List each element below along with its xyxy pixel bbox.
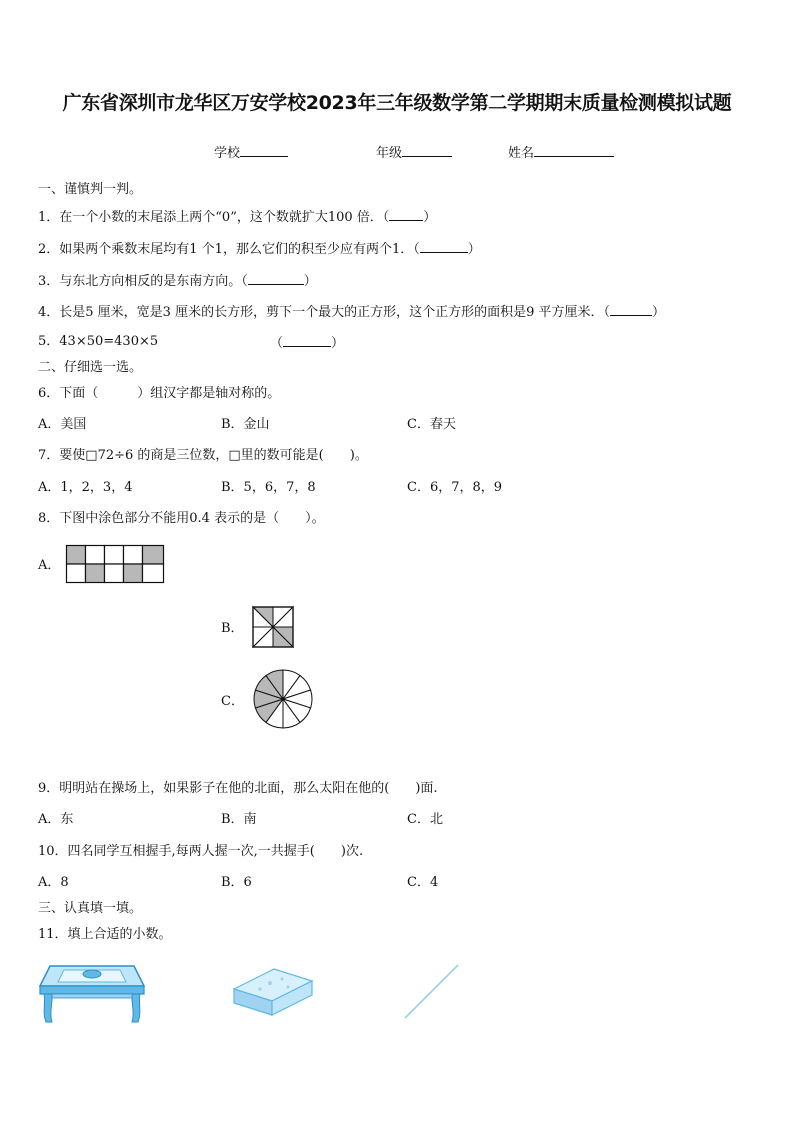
question-7	[38, 448, 368, 464]
paren-close: ）	[423, 210, 437, 225]
question-4	[38, 303, 665, 321]
paren-close: ）	[652, 305, 666, 320]
name-label: 姓名	[508, 146, 535, 161]
option-c[interactable]: C．	[221, 694, 244, 709]
grid-cell-shaded	[67, 546, 86, 565]
grid-cell-shaded	[86, 564, 105, 583]
question-number: 6．	[38, 386, 60, 401]
section-heading-1: 一、谨慎判一判。	[38, 182, 143, 197]
question-number: 7．	[38, 448, 60, 463]
grade-blank[interactable]	[402, 144, 452, 157]
grid-cell-shaded	[143, 546, 164, 565]
question-11	[38, 927, 172, 943]
question-number: 4．	[38, 305, 60, 320]
question-text: 下图中涂色部分不能用0.4 表示的是（ ）。	[59, 511, 325, 526]
question-6	[38, 386, 280, 402]
paren-close: ）	[303, 274, 317, 289]
question-text: 四名同学互相握手,每两人握一次,一共握手( )次.	[67, 844, 364, 859]
question-8	[38, 511, 325, 527]
section-heading-3: 三、认真填一填。	[38, 901, 143, 916]
option-c[interactable]: C．6，7，8，9	[407, 480, 503, 495]
question-number: 10．	[38, 844, 68, 859]
eraser-illustration	[230, 965, 314, 1017]
question-text: 如果两个乘数末尾均有1 个1，那么它们的积至少应有两个1．（	[59, 242, 420, 257]
grid-cell	[67, 564, 86, 583]
question-number: 2．	[38, 242, 60, 257]
option-a[interactable]: A．8	[38, 875, 69, 890]
answer-blank[interactable]	[610, 303, 652, 316]
option-c[interactable]: C．北	[407, 812, 443, 827]
question-number: 3．	[38, 274, 60, 289]
table-illustration	[36, 962, 148, 1026]
question-5-answer	[270, 334, 344, 352]
question-text: 明明站在操场上，如果影子在他的北面，那么太阳在他的( )面.	[59, 781, 438, 796]
question-text: 在一个小数的末尾添上两个“0”，这个数就扩大100 倍．（	[59, 210, 390, 225]
answer-blank[interactable]	[283, 334, 331, 347]
school-label: 学校	[214, 146, 241, 161]
grade-label: 年级	[376, 146, 403, 161]
name-field	[508, 142, 614, 161]
answer-blank[interactable]	[389, 208, 423, 221]
question-number: 8．	[38, 511, 60, 526]
page-title: 广东省深圳市龙华区万安学校2023年三年级数学第二学期期末质量检测模拟试题	[62, 92, 732, 114]
answer-blank[interactable]	[248, 272, 304, 285]
question-3	[38, 272, 317, 290]
option-b[interactable]: B．	[221, 621, 244, 636]
name-blank[interactable]	[534, 144, 614, 157]
question-number: 5．	[38, 334, 60, 349]
option-a[interactable]: A．美国	[38, 417, 87, 432]
option-b[interactable]: B．6	[221, 875, 252, 890]
option-c[interactable]: C．春天	[407, 417, 456, 432]
question-1	[38, 208, 436, 226]
option-b[interactable]: B．南	[221, 812, 257, 827]
option-a[interactable]: A．1，2，3，4	[38, 480, 133, 495]
option-b[interactable]: B．金山	[221, 417, 270, 432]
option-a[interactable]: A．东	[38, 812, 74, 827]
grid-cell	[105, 546, 124, 565]
question-text: 要使□72÷6 的商是三位数，□里的数可能是( )。	[59, 448, 368, 463]
option-b[interactable]: B．5，6，7，8	[221, 480, 316, 495]
question-number: 11．	[38, 927, 68, 942]
option-c[interactable]: C．4	[407, 875, 439, 890]
question-number: 9．	[38, 781, 60, 796]
answer-blank[interactable]	[420, 240, 468, 253]
question-text: 43×50=430×5	[59, 334, 159, 349]
shaded-square-figure	[253, 607, 293, 647]
grid-cell-shaded	[124, 564, 143, 583]
question-text: 下面（ ）组汉字都是轴对称的。	[59, 386, 281, 401]
question-5	[38, 334, 158, 350]
grid-cell	[105, 564, 124, 583]
grid-cell	[86, 546, 105, 565]
question-text: 填上合适的小数。	[67, 927, 172, 942]
question-2	[38, 240, 481, 258]
paren-close: ）	[467, 242, 481, 257]
paren-close: ）	[331, 336, 345, 351]
question-text: 长是5 厘米，宽是3 厘米的长方形，剪下一个最大的正方形，这个正方形的面积是9 平方厘米．（	[59, 305, 610, 320]
option-a[interactable]: A．	[38, 558, 61, 573]
school-field	[214, 142, 288, 161]
shaded-circle-figure	[253, 669, 313, 729]
grade-field	[376, 142, 452, 161]
shaded-grid-figure	[66, 545, 164, 583]
grid-cell	[124, 546, 143, 565]
section-heading-2: 二、仔细选一选。	[38, 360, 143, 375]
grid-cell	[143, 564, 164, 583]
question-10	[38, 844, 363, 860]
question-9	[38, 781, 438, 797]
paren-open: （	[270, 336, 284, 351]
school-blank[interactable]	[240, 144, 288, 157]
question-text: 与东北方向相反的是东南方向。（	[59, 274, 248, 289]
question-number: 1．	[38, 210, 60, 225]
line-segment-illustration	[402, 962, 462, 1022]
